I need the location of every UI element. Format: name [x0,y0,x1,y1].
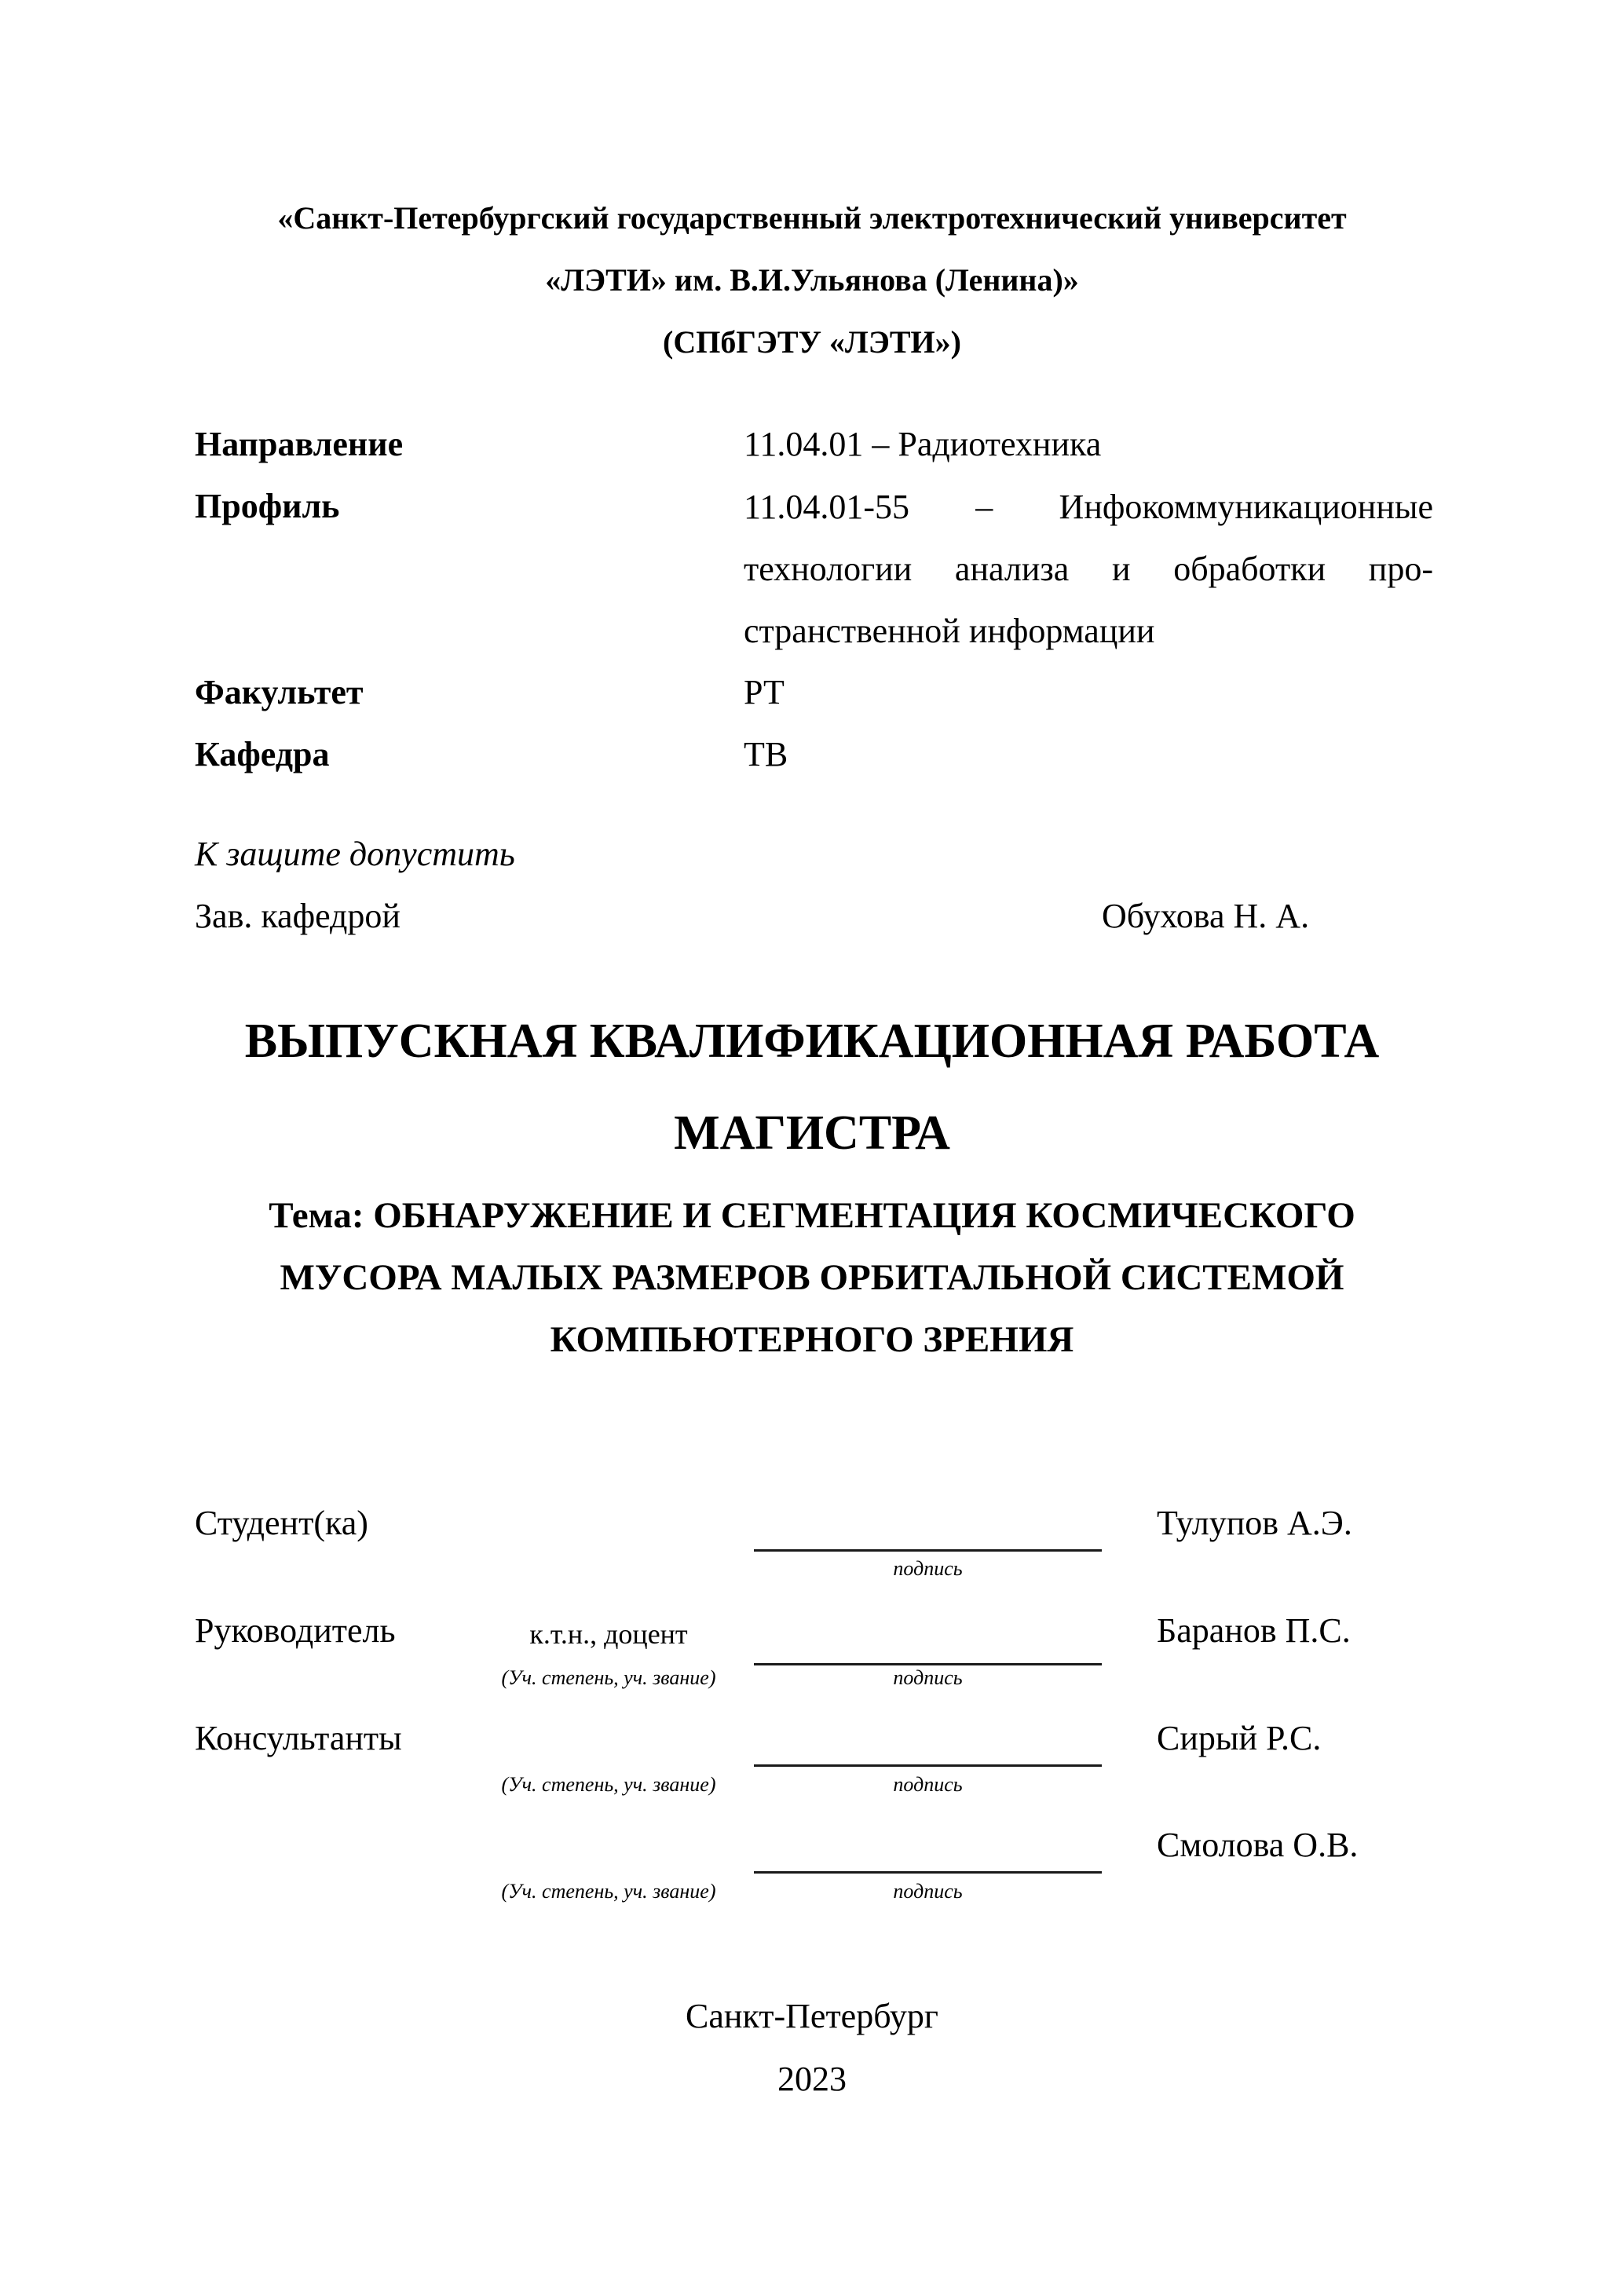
supervisor-name: Баранов П.С. [1157,1611,1351,1650]
direction-value: 11.04.01 – Радиотехника [744,425,1102,463]
title-line-2: МАГИСТРА [674,1106,950,1160]
title-line-1: ВЫПУСКНАЯ КВАЛИФИКАЦИОННАЯ РАБОТА [244,1015,1380,1068]
supervisor-signature-line [754,1663,1102,1665]
topic-line-2: МУСОРА МАЛЫХ РАЗМЕРОВ ОРБИТАЛЬНОЙ СИСТЕМОЙ [280,1257,1344,1298]
head-of-department-label: Зав. кафедрой [195,897,401,935]
supervisor-signature-caption: подпись [893,1666,963,1689]
university-name-line-2: «ЛЭТИ» им. В.И.Ульянова (Ленина)» [545,262,1079,298]
department-value: ТВ [744,735,788,773]
profile-value [744,476,1433,662]
head-of-department-name: Обухова Н. А. [1102,897,1310,935]
supervisor-degree-caption: (Уч. степень, уч. звание) [501,1666,716,1689]
student-signature-line [754,1549,1102,1552]
department-label: Кафедра [195,735,330,773]
profile-value-line-3: странственной информации [744,612,1155,650]
student-name: Тулупов А.Э. [1157,1504,1352,1542]
consultant-2-signature-line [754,1871,1102,1874]
profile-label: Профиль [195,487,340,525]
consultant-1-signature-caption: подпись [893,1773,963,1796]
topic-line-3: КОМПЬЮТЕРНОГО ЗРЕНИЯ [550,1319,1074,1360]
consultant-1-name: Сирый Р.С. [1157,1719,1322,1757]
consultants-role-label: Консультанты [195,1719,402,1757]
admit-to-defense-text: К защите допустить [195,835,515,873]
topic-line-1: Тема: ОБНАРУЖЕНИЕ И СЕГМЕНТАЦИЯ КОСМИЧЕСКОГО [269,1195,1355,1236]
consultant-1-degree-caption: (Уч. степень, уч. звание) [501,1773,716,1796]
faculty-label: Факультет [195,673,364,711]
student-signature-caption: подпись [893,1557,963,1580]
consultant-1-signature-line [754,1764,1102,1767]
student-role-label: Студент(ка) [195,1504,368,1542]
university-name-line-1: «Санкт-Петербургский государственный электротехнический университет [277,200,1347,236]
supervisor-role-label: Руководитель [195,1611,396,1650]
faculty-value: РТ [744,673,785,711]
consultant-2-signature-caption: подпись [893,1880,963,1903]
consultant-2-name: Смолова О.В. [1157,1826,1359,1864]
direction-label: Направление [195,425,404,463]
profile-value-line-1: 11.04.01-55 – Инфокоммуникационные [744,488,1433,526]
profile-value-line-2: технологии анализа и обработки про- [744,550,1433,588]
consultant-2-degree-caption: (Уч. степень, уч. звание) [501,1880,716,1903]
year: 2023 [777,2060,847,2098]
city: Санкт-Петербург [686,1997,938,2035]
university-abbreviation: (СПбГЭТУ «ЛЭТИ») [663,324,961,360]
supervisor-degree: к.т.н., доцент [529,1618,688,1650]
